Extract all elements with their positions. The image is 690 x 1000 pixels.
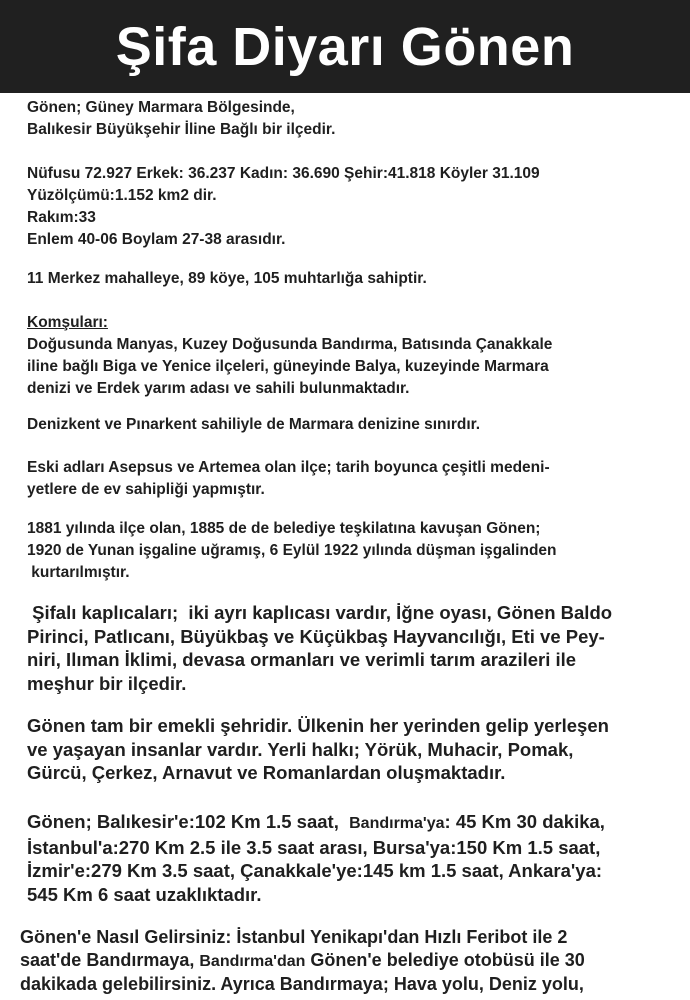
travel-paragraph	[20, 926, 585, 996]
dates-line: 1881 yılında ilçe olan, 1885 de de belediye teşkilatına kavuşan Gönen;	[27, 520, 541, 537]
distances-line: İstanbul'a:270 Km 2.5 ile 3.5 saat arası, Bursa'ya:150 Km 1.5 saat,	[27, 836, 601, 858]
neighbors-line: denizi ve Erdek yarım adası ve sahili bulunmaktadır.	[27, 380, 410, 397]
intro-line: Balıkesir Büyükşehir İline Bağlı bir ilçedir.	[27, 121, 336, 138]
fame-line: niri, Ilıman İklimi, devasa ormanları ve verimli tarım arazileri ile	[27, 649, 577, 670]
travel-segment: Gönen'e belediye otobüsü ile 30	[305, 950, 585, 970]
distances-segment: : 45 Km 30 dakika,	[444, 811, 605, 832]
fame-line: meşhur bir ilçedir.	[27, 672, 187, 694]
coast-paragraph	[27, 414, 480, 436]
stats-paragraph	[27, 163, 540, 251]
travel-line: dakikada gelebilirsiniz. Ayrıca Bandırmaya; Hava yolu, Deniz yolu,	[20, 974, 584, 994]
distances-segment: Gönen; Balıkesir'e:102 Km 1.5 saat,	[27, 811, 350, 832]
page-title: Şifa Diyarı Gönen	[115, 16, 575, 77]
neighbors-line: iline bağlı Biga ve Yenice ilçeleri, güneyinde Balya, kuzeyinde Marmara	[27, 358, 549, 375]
travel-segment: saat'de Bandırmaya,	[20, 950, 200, 970]
fame-line: Pirinci, Patlıcanı, Büyükbaş ve Küçükbaş Hayvancılığı, Eti ve Pey-	[27, 625, 605, 647]
retire-line: Gürcü, Çerkez, Arnavut ve Romanlardan oluşmaktadır.	[27, 762, 506, 783]
title-banner	[0, 0, 690, 93]
distances-line	[27, 810, 605, 836]
dates-paragraph	[27, 518, 557, 584]
distances-paragraph	[27, 810, 605, 906]
retire-line: Gönen tam bir emekli şehridir. Ülkenin her yerinden gelip yerleşen	[27, 715, 609, 736]
distances-line: İzmir'e:279 Km 3.5 saat, Çanakkale'ye:145 km 1.5 saat, Ankara'ya:	[27, 860, 603, 881]
retire-line: ve yaşayan insanlar vardır. Yerli halkı; Yörük, Muhacir, Pomak,	[27, 738, 574, 760]
history-line: Eski adları Asepsus ve Artemea olan ilçe; tarih boyunca çeşitli medeni-	[27, 459, 550, 476]
villages-line: 11 Merkez mahalleye, 89 köye, 105 muhtarlığa sahiptir.	[27, 270, 427, 287]
stats-line: Enlem 40-06 Boylam 27-38 arasıdır.	[27, 231, 286, 248]
stats-line: Rakım:33	[27, 209, 96, 226]
neighbors-paragraph	[27, 312, 552, 400]
dates-line: 1920 de Yunan işgaline uğramış, 6 Eylül 1922 yılında düşman işgalinden	[27, 542, 557, 559]
history-line: yetlere de ev sahipliği yapmıştır.	[27, 481, 265, 498]
history-paragraph	[27, 457, 550, 501]
travel-segment: Bandırma'dan	[199, 953, 306, 970]
villages-paragraph	[27, 268, 427, 290]
coast-line: Denizkent ve Pınarkent sahiliyle de Marmara denizine sınırdır.	[27, 416, 481, 433]
fame-line: Şifalı kaplıcaları; iki ayrı kaplıcası vardır, İğne oyası, Gönen Baldo	[27, 602, 613, 623]
stats-line: Yüzölçümü:1.152 km2 dir.	[27, 187, 217, 204]
stats-line: Nüfusu 72.927 Erkek: 36.237 Kadın: 36.690 Şehir:41.818 Köyler 31.109	[27, 165, 540, 182]
distances-line: 545 Km 6 saat uzaklıktadır.	[27, 883, 262, 905]
neighbors-heading: Komşuları:	[27, 314, 108, 331]
intro-paragraph	[27, 97, 335, 141]
travel-line	[20, 949, 585, 973]
fame-paragraph	[27, 601, 612, 695]
retire-paragraph	[27, 714, 609, 785]
neighbors-line: Doğusunda Manyas, Kuzey Doğusunda Bandırma, Batısında Çanakkale	[27, 336, 553, 353]
dates-line: kurtarılmıştır.	[27, 564, 130, 581]
distances-segment: Bandırma'ya	[349, 815, 445, 832]
travel-line: Gönen'e Nasıl Gelirsiniz: İstanbul Yenikapı'dan Hızlı Feribot ile 2	[20, 927, 568, 947]
intro-line: Gönen; Güney Marmara Bölgesinde,	[27, 99, 295, 116]
